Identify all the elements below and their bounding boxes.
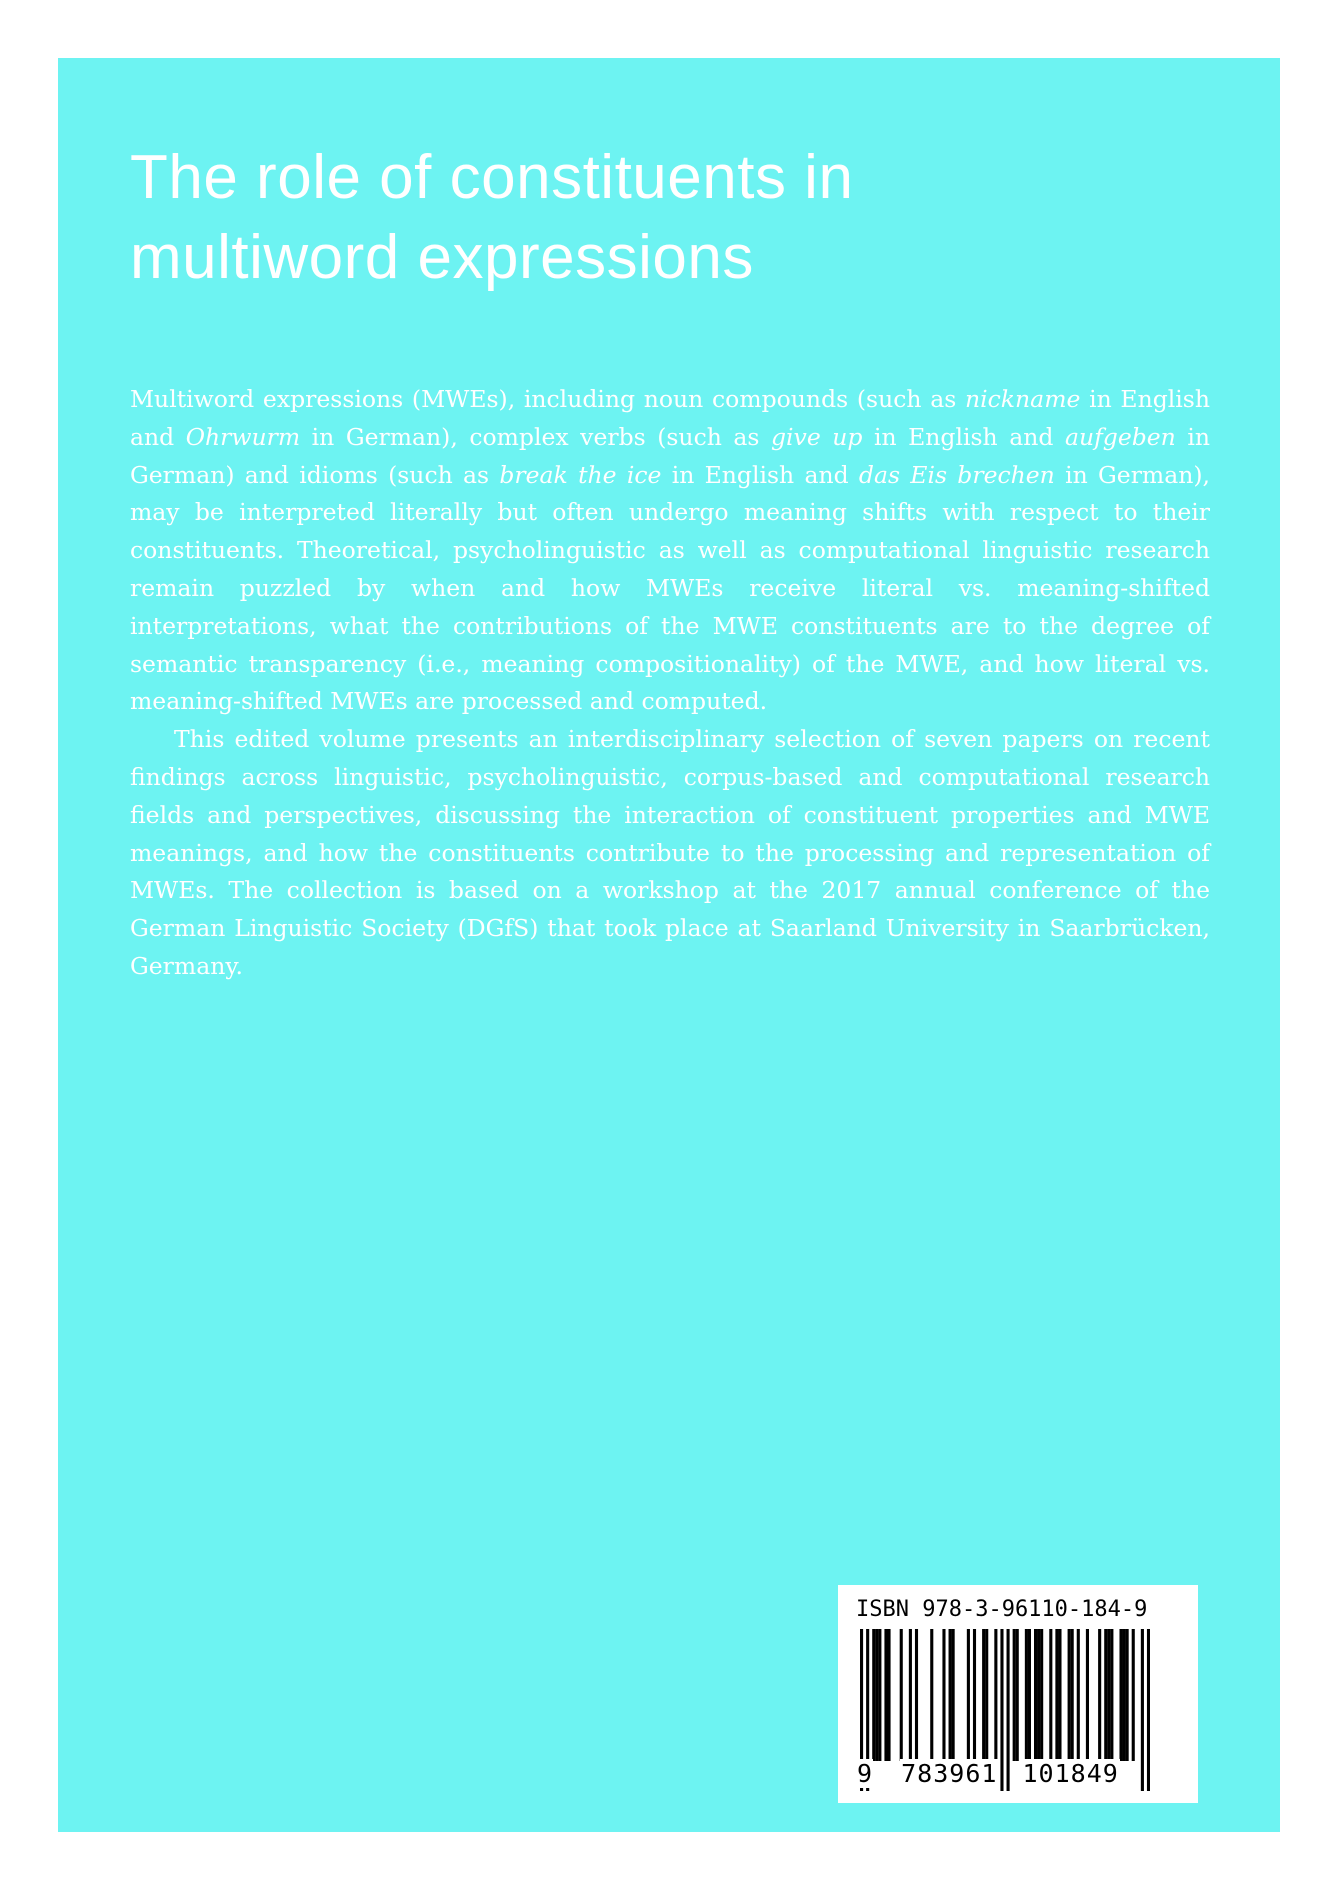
italic-term: Ohrwurm <box>185 422 301 451</box>
barcode-guard-bar <box>1147 1629 1150 1791</box>
barcode-bar <box>1028 1629 1031 1761</box>
barcode-bar <box>1119 1629 1122 1761</box>
barcode-guard-bar <box>1141 1629 1144 1791</box>
barcode-left-digits: 783961 <box>901 1759 998 1788</box>
italic-term: break the ice <box>499 460 662 489</box>
book-title <box>130 138 1130 298</box>
barcode-bar <box>872 1629 875 1761</box>
barcode-bar <box>930 1629 933 1761</box>
barcode-bar <box>1126 1629 1129 1761</box>
barcode-bar <box>915 1629 918 1761</box>
blurb-paragraph-1: Multiword expressions (MWEs), including noun compounds (such as nickname in English and Ohrwurm in German), complex verbs (such as give up in English and aufgeben in German) and idioms (such as break the ice in English and das Eis brechen in German), may be interpreted literally but often undergo meaning shifts with respect to their constituents. Theoretical, psycholinguistic as well as computational linguistic research remain puzzled by when and how MWEs receive literal vs. meaning-shifted interpretations, what the contributions of the MWE constituents are to the degree of semantic transparency (i.e., meaning compositionality) of the MWE, and how literal vs. meaning-shifted MWEs are processed and computed. <box>130 385 1211 716</box>
barcode-bar <box>1037 1629 1040 1761</box>
barcode-bar <box>1123 1629 1126 1761</box>
barcode-bar <box>1132 1629 1135 1761</box>
italic-term: aufgeben <box>1064 422 1176 451</box>
italic-term: give up <box>770 422 863 451</box>
barcode-bar <box>1077 1629 1080 1761</box>
barcode-first-digit: 9 <box>857 1759 873 1788</box>
book-title-line-1: The role of constituents in <box>130 143 854 212</box>
barcode-bar <box>878 1629 881 1761</box>
barcode-bar <box>994 1629 997 1761</box>
barcode-bar <box>967 1629 970 1761</box>
barcode-bar <box>1016 1629 1019 1761</box>
barcode-bar <box>1040 1629 1043 1761</box>
barcode-bar <box>973 1629 976 1761</box>
barcode-bar <box>884 1629 887 1761</box>
barcode-bar <box>887 1629 890 1761</box>
barcode-bar <box>1110 1629 1113 1761</box>
barcode-bar <box>952 1629 955 1761</box>
barcode-bar <box>1049 1629 1052 1761</box>
isbn-label: ISBN 978-3-96110-184-9 <box>856 1597 1148 1622</box>
barcode-right-digits: 101849 <box>1022 1759 1119 1788</box>
barcode-bar <box>1068 1629 1071 1761</box>
barcode-bar <box>1013 1629 1016 1761</box>
barcode-bar <box>1104 1629 1107 1761</box>
barcode-bar <box>949 1629 952 1761</box>
barcode-bar <box>1071 1629 1074 1761</box>
barcode-bar <box>1058 1629 1061 1761</box>
barcode-bar <box>1098 1629 1101 1761</box>
barcode-bar <box>982 1629 985 1761</box>
book-title-line-2: multiword expressions <box>130 223 754 292</box>
barcode-bar <box>1107 1629 1110 1761</box>
barcode-bar <box>1025 1629 1028 1761</box>
blurb-paragraph-2: This edited volume presents an interdisciplinary selection of seven papers on recent findings across linguistic, psycholinguistic, corpus-based and computational research fields and perspectives, discussing the interaction of constituent properties and MWE meanings, and how the constituents contribute to the processing and representation of MWEs. The collection is based on a workshop at the 2017 annual conference of the German Linguistic Society (DGfS) that took place at Saarland University in Saarbrücken, Germany. <box>130 725 1210 980</box>
italic-term: nickname <box>965 385 1081 413</box>
barcode-bar <box>875 1629 878 1761</box>
barcode-bar <box>1034 1629 1037 1761</box>
barcode-bar <box>1055 1629 1058 1761</box>
barcode-bar <box>942 1629 945 1761</box>
barcode-bar <box>985 1629 988 1761</box>
back-cover <box>58 58 1280 1832</box>
barcode-bar <box>1086 1629 1089 1761</box>
barcode-digits <box>856 1759 1120 1788</box>
barcode-bar <box>909 1629 912 1761</box>
isbn-barcode-box <box>838 1585 1198 1803</box>
book-blurb <box>130 381 1210 986</box>
italic-term: das Eis brechen <box>858 460 1055 489</box>
barcode-bar <box>900 1629 903 1761</box>
